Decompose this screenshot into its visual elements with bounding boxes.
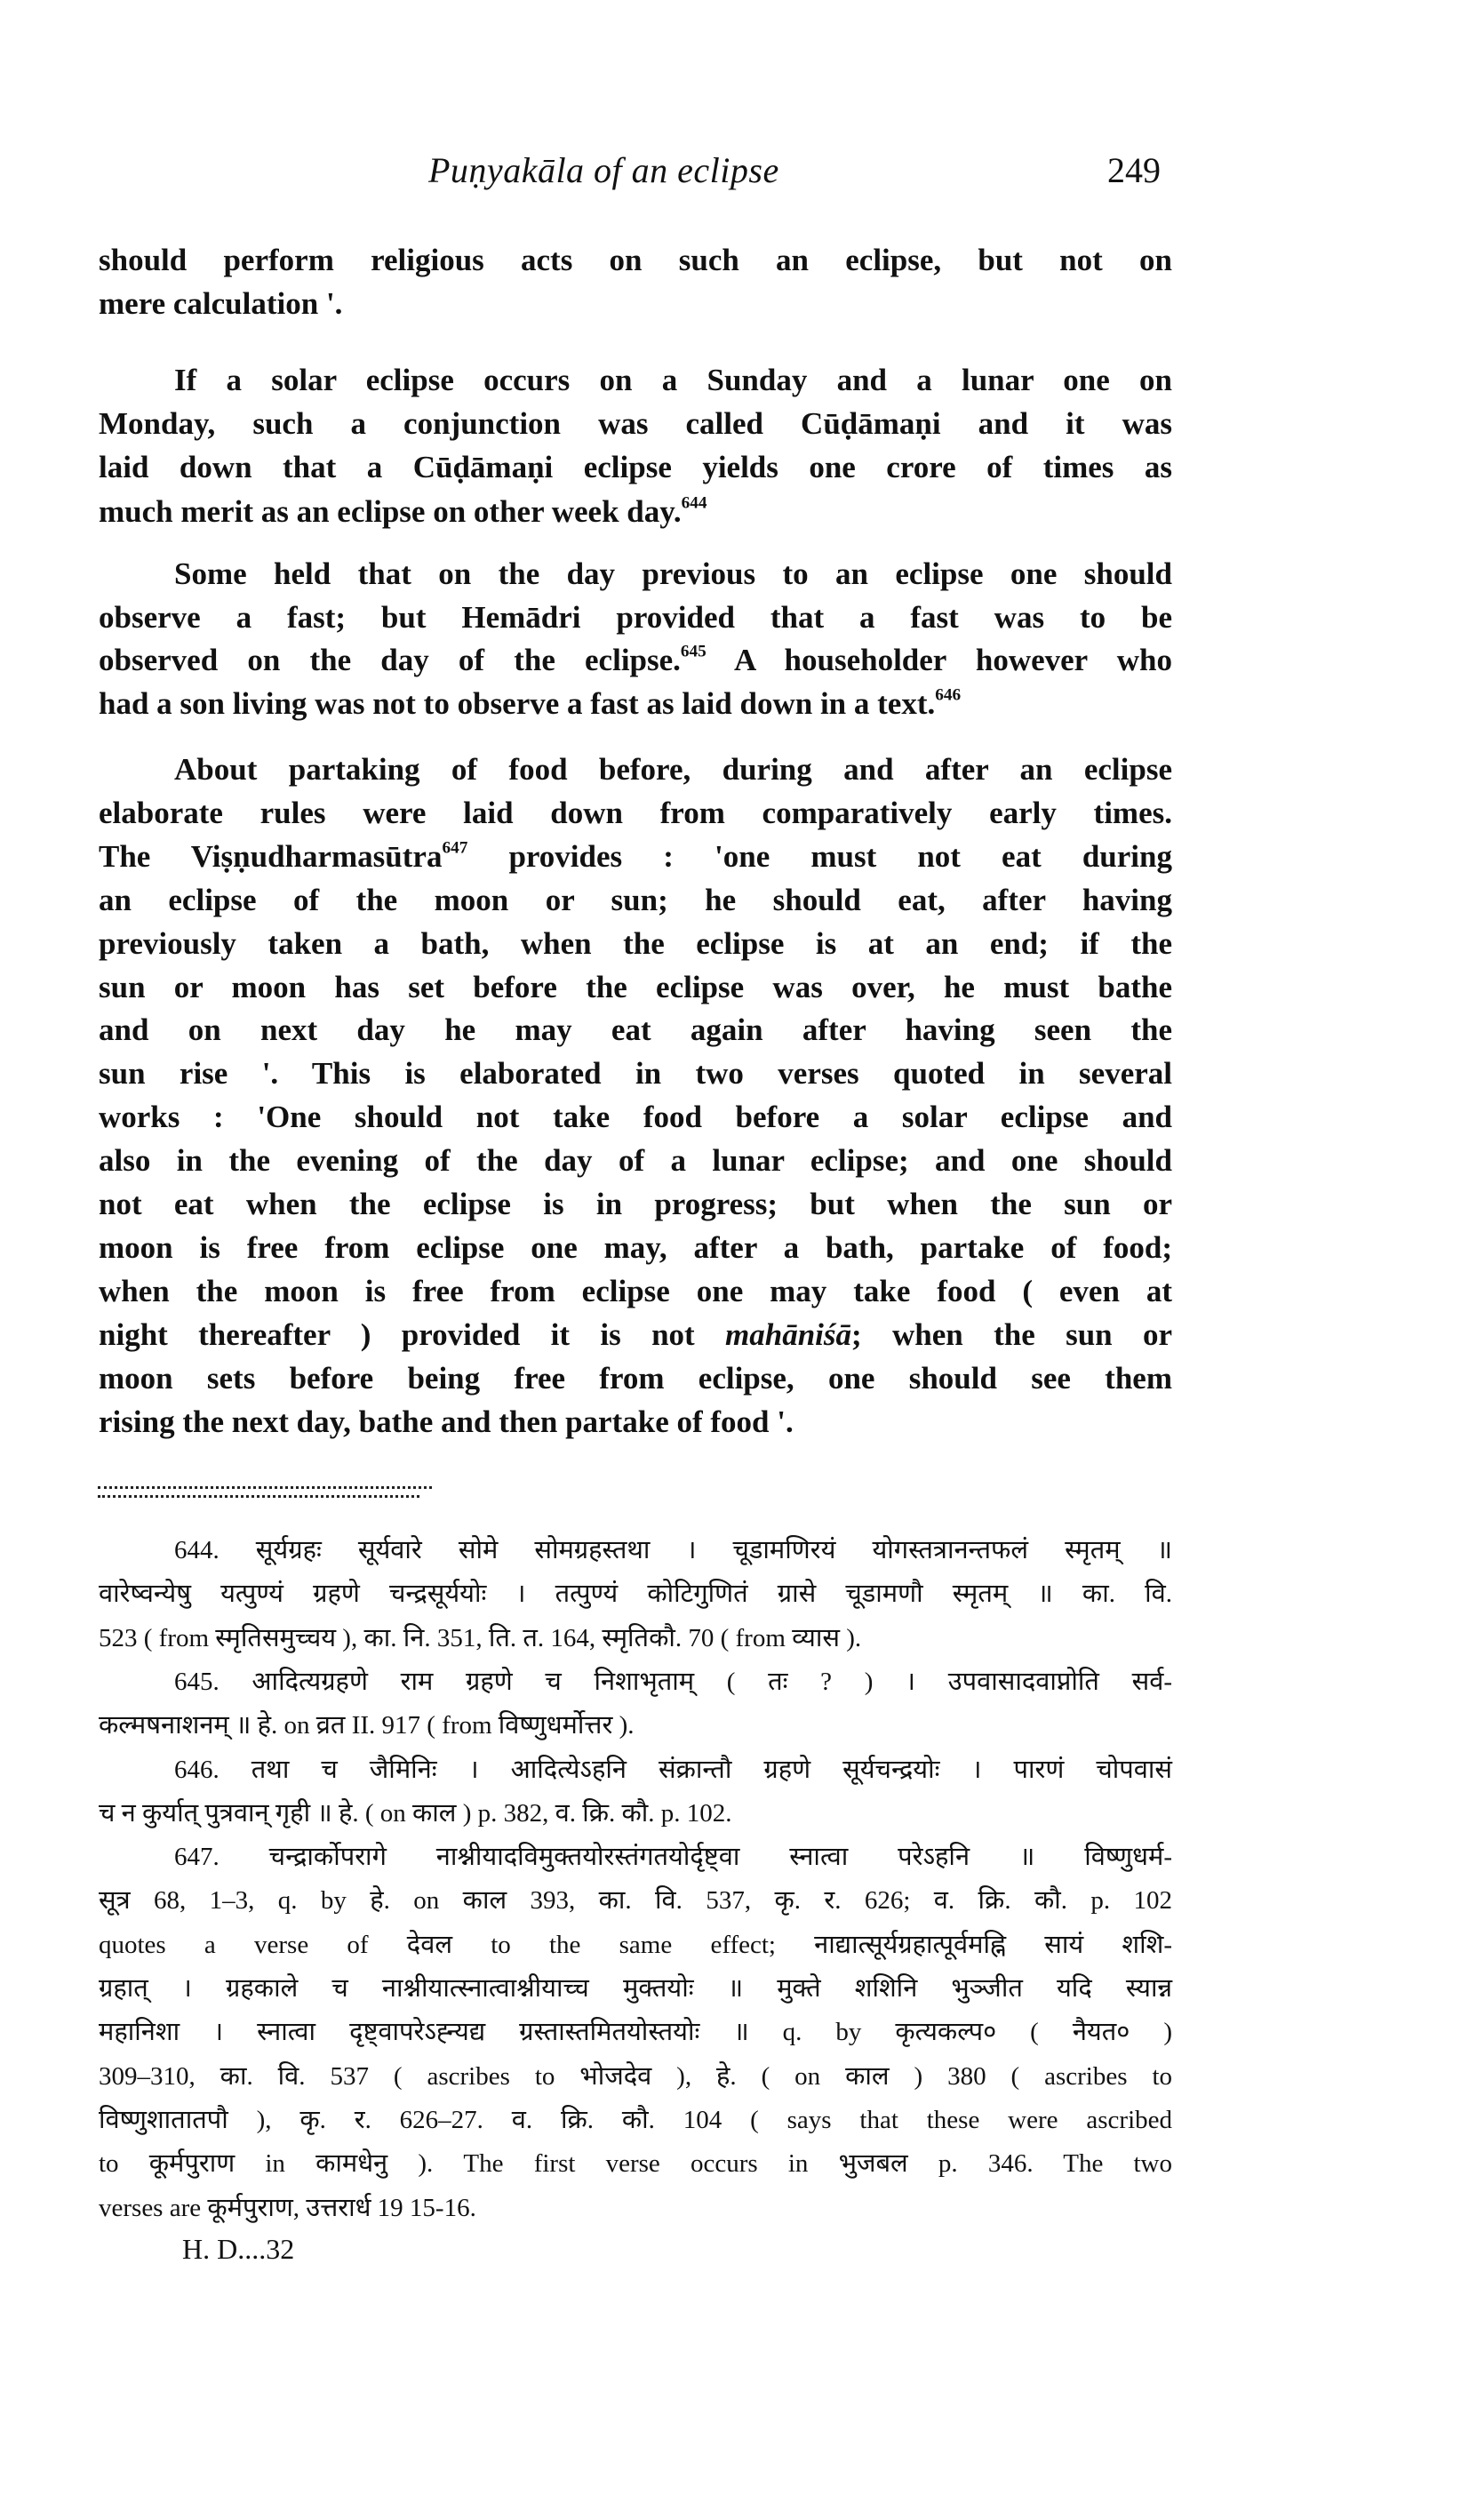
body-line	[99, 794, 1172, 833]
text-segment: observe a fast; but Hemādri provided that a fast was to be	[99, 600, 1172, 635]
text-segment: ; when the sun or	[851, 1316, 1172, 1352]
body-line	[99, 1098, 1172, 1137]
text-segment: महानिशा । स्नात्वा दृष्ट्वापरेऽह्न्यद्य ग्रस्तास्तमितयोस्तयोः ॥ q. by कृत्यकल्प० ( नैयत० )	[99, 2018, 1172, 2047]
body-line	[99, 684, 1172, 724]
signature-mark: H. D....32	[182, 2233, 295, 2265]
text-segment: laid down that a Cūḍāmaṇi eclipse yields one crore of times as	[99, 450, 1172, 484]
body-line	[99, 1359, 1172, 1398]
footnote-line	[174, 1531, 1172, 1570]
text-segment: observed on the day of the eclipse.	[99, 643, 681, 677]
text-segment: 523 ( from स्मृतिसमुच्चय ), का. नि. 351, ति. त. 164, स्मृतिकौ. 70 ( from व्यास ).	[99, 1623, 862, 1652]
text-segment: 644. सूर्यग्रहः सूर्यवारे सोमे सोमग्रहस्तथा । चूडामणिरयं योगस्तत्रानन्तफलं स्मृतम् ॥	[174, 1536, 1172, 1564]
body-line	[99, 284, 1172, 324]
text-segment: 309–310, का. वि. 537 ( ascribes to भोजदेव ), हे. ( on काल ) 380 ( ascribes to	[99, 2061, 1172, 2091]
footnote-line	[99, 2100, 1172, 2140]
body-line	[99, 1272, 1172, 1311]
footnote-reference[interactable]: 647	[442, 838, 468, 858]
text-segment: sun rise '. This is elaborated in two verses quoted in several	[99, 1056, 1172, 1092]
body-line	[99, 837, 1172, 876]
footnote-reference[interactable]: 644	[681, 493, 707, 513]
text-segment: विष्णुशातातपौ ), कृ. र. 626–27. व. क्रि. कौ. 104 ( says that these were ascribed	[99, 2105, 1172, 2134]
footnote-line	[99, 1969, 1172, 2008]
text-segment: ग्रहात् । ग्रहकाले च नाश्नीयात्स्नात्वाश्नीयाच्च मुक्तयोः ॥ मुक्ते शशिनि भुञ्जीत यदि स्यान्न	[99, 1974, 1172, 2003]
footnote-line	[99, 1706, 1172, 1745]
text-segment: Some held that on the day previous to an eclipse one should	[174, 556, 1172, 591]
footnote-line	[99, 2057, 1172, 2096]
text-segment: not eat when the eclipse is in progress; but when the sun or	[99, 1187, 1172, 1221]
text-segment: quotes a verse of देवल to the same effect; नाद्यात्सूर्यग्रहात्पूर्वमह्नि सायं शशि-	[99, 1930, 1172, 1959]
text-segment: The Viṣṇudharmasūtra	[99, 838, 443, 874]
text-segment: an eclipse of the moon or sun; he should eat, after having	[99, 882, 1172, 917]
body-line	[99, 641, 1172, 680]
footnote-reference[interactable]: 646	[935, 685, 962, 705]
text-segment: 647. चन्द्रार्कोपरागे नाश्नीयादविमुक्तयोरस्तंगतयोर्दृष्ट्वा स्नात्वा परेऽहनि ॥ विष्णुधर्म-	[174, 1843, 1172, 1872]
text-segment: night thereafter ) provided it is not	[99, 1316, 726, 1352]
footnote-line	[99, 1925, 1172, 1964]
text-segment: If a solar eclipse occurs on a Sunday and a lunar one on	[174, 363, 1172, 397]
body-line	[174, 750, 1172, 789]
text-segment: works : 'One should not take food before a solar eclipse and	[99, 1100, 1172, 1135]
text-segment: much merit as an eclipse on other week day.	[99, 494, 682, 529]
running-header-title: Puṇyakāla of an eclipse	[428, 150, 779, 190]
text-segment: when the moon is free from eclipse one may take food ( even at	[99, 1273, 1172, 1308]
footnote-line	[174, 1750, 1172, 1789]
text-segment: mere calculation '.	[99, 286, 343, 321]
footnote-reference[interactable]: 645	[680, 642, 707, 661]
body-line	[174, 361, 1172, 400]
footnote-line	[174, 1662, 1172, 1701]
text-segment: About partaking of food before, during and after an eclipse	[174, 752, 1172, 787]
body-line	[99, 924, 1172, 964]
footnote-line	[99, 1574, 1172, 1613]
text-segment: वारेष्वन्येषु यत्पुण्यं ग्रहणे चन्द्रसूर्ययोः । तत्पुण्यं कोटिगुणितं ग्रासे चूडामणौ स्मृतम् ॥ का. वि.	[99, 1580, 1172, 1609]
text-segment: च न कुर्यात् पुत्रवान् गृही ॥ हे. ( on काल ) p. 382, व. क्रि. कौ. p. 102.	[99, 1798, 732, 1828]
text-segment: moon sets before being free from eclipse, one should see them	[99, 1360, 1172, 1396]
body-line	[99, 1316, 1172, 1355]
body-line	[99, 404, 1172, 444]
text-segment: सूत्र 68, 1–3, q. by हे. on काल 393, का. वि. 537, कृ. र. 626; व. क्रि. कौ. p. 102	[99, 1886, 1172, 1916]
footnote-line	[99, 1881, 1172, 1920]
text-segment: rising the next day, bathe and then partake of food '.	[99, 1404, 794, 1439]
text-segment: should perform religious acts on such an eclipse, but not on	[99, 243, 1172, 277]
text-segment: 646. तथा च जैमिनिः । आदित्येऽहनि संक्रान्तौ ग्रहणे सूर्यचन्द्रयोः । पारणं चोपवासं	[174, 1755, 1172, 1784]
text-segment: elaborate rules were laid down from comparatively early times.	[99, 795, 1172, 830]
body-line	[99, 448, 1172, 487]
body-line	[174, 555, 1172, 594]
body-line	[99, 598, 1172, 637]
body-line	[99, 1141, 1172, 1180]
text-segment: to कूर्मपुराण in कामधेनु ). The first verse occurs in भुजबल p. 346. The two	[99, 2149, 1172, 2179]
text-segment: had a son living was not to observe a fast as laid down in a text.	[99, 686, 936, 721]
separator-rule	[98, 1495, 419, 1498]
text-segment: sun or moon has set before the eclipse was over, he must bathe	[99, 969, 1172, 1004]
text-segment: also in the evening of the day of a lunar eclipse; and one should	[99, 1143, 1172, 1179]
footnote-line	[99, 1619, 1172, 1658]
separator-rule	[98, 1486, 432, 1489]
text-segment: verses are कूर्मपुराण, उत्तरार्ध 19 15-16.	[99, 2193, 476, 2222]
body-line	[99, 881, 1172, 920]
text-segment: 645. आदित्यग्रहणे राम ग्रहणे च निशाभृताम् ( तः ? ) । उपवासादवाप्नोति सर्व-	[174, 1667, 1172, 1696]
body-line	[99, 1054, 1172, 1093]
body-line	[99, 1403, 1172, 1442]
text-segment: and on next day he may eat again after having seen the	[99, 1012, 1172, 1048]
footnote-line	[99, 1794, 1172, 1833]
text-segment: Monday, such a conjunction was called Cūḍāmaṇi and it was	[99, 406, 1172, 441]
text-segment: कल्मषनाशनम् ॥ हे. on व्रत II. 917 ( from विष्णुधर्मोत्तर ).	[99, 1711, 635, 1740]
body-line	[99, 492, 1172, 532]
body-line	[99, 1011, 1172, 1050]
body-line	[99, 241, 1172, 280]
page-number: 249	[1107, 150, 1161, 190]
text-segment: previously taken a bath, when the eclipse is at an end; if the	[99, 925, 1172, 961]
body-line	[99, 1185, 1172, 1224]
text-segment: moon is free from eclipse one may, after a bath, partake of food;	[99, 1229, 1172, 1265]
footnote-line	[99, 2012, 1172, 2052]
footnote-line	[99, 2188, 1172, 2228]
footnote-line	[99, 2144, 1172, 2183]
text-segment: provides : 'one must not eat during	[467, 838, 1172, 874]
body-line	[99, 1228, 1172, 1268]
italic-term: mahāniśā	[725, 1316, 852, 1352]
body-line	[99, 968, 1172, 1007]
footnote-line	[174, 1837, 1172, 1876]
text-segment: A householder however who	[706, 643, 1172, 677]
